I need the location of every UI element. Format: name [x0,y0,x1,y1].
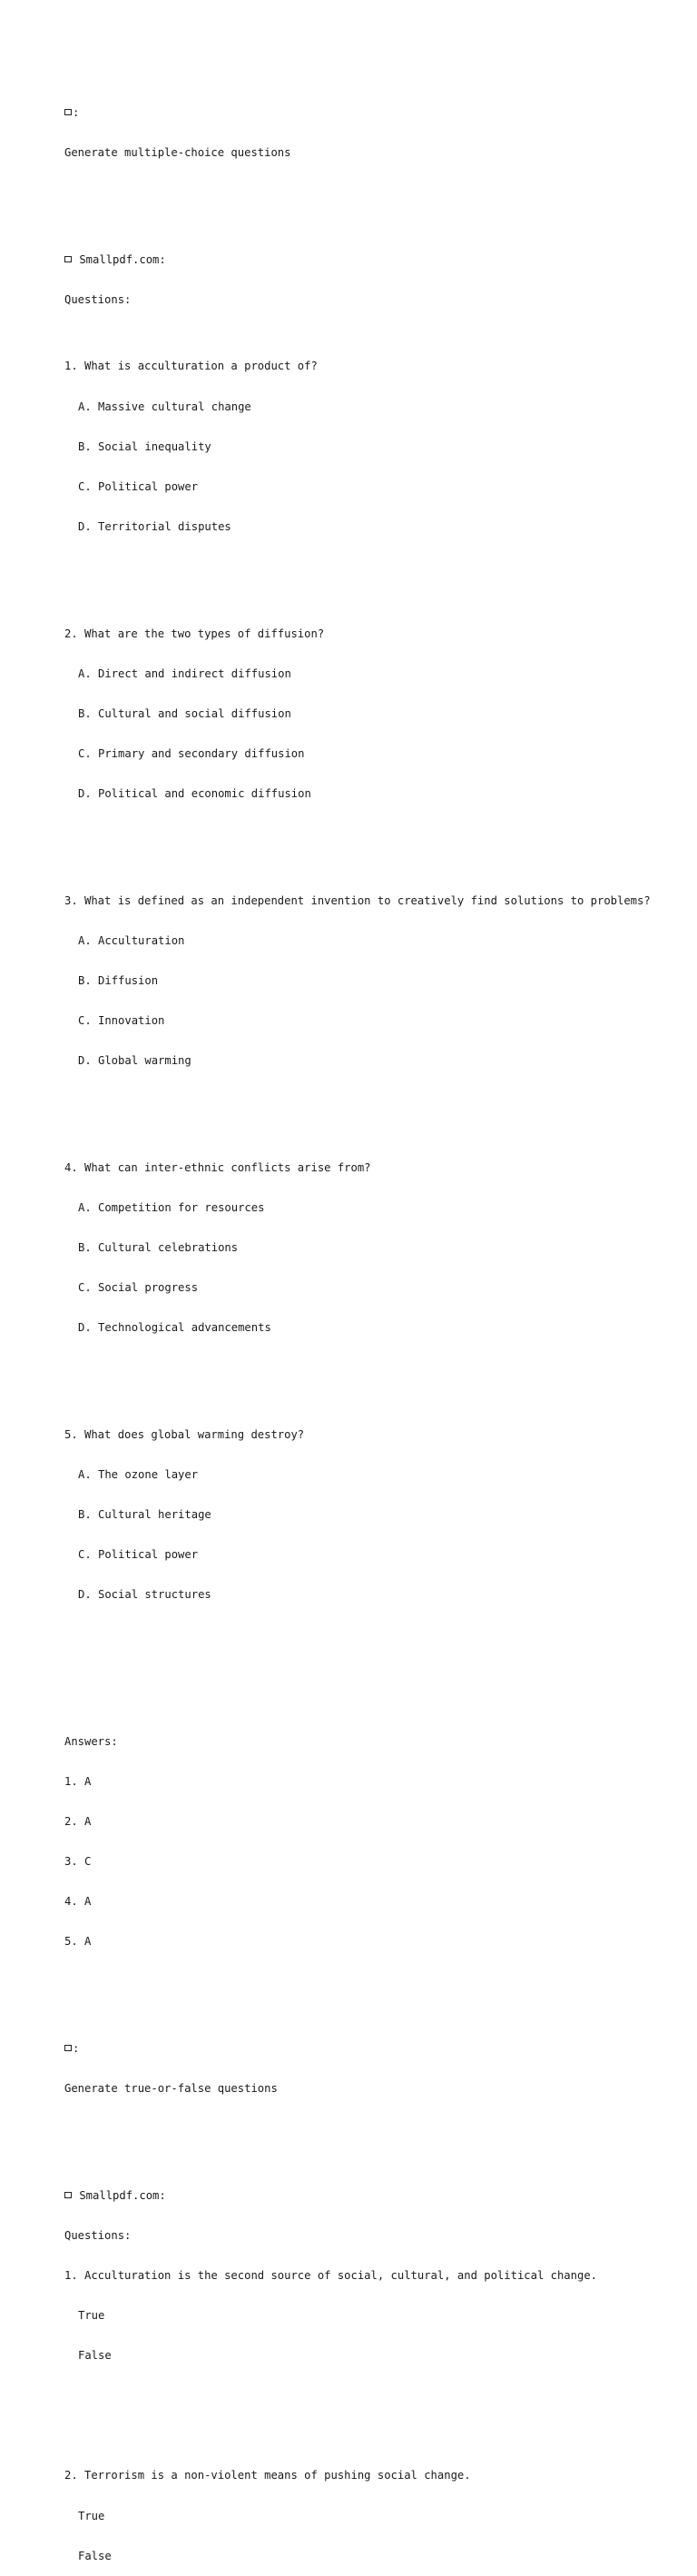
option: B. Cultural heritage [78,1507,211,1521]
option: B. Cultural celebrations [78,1240,239,1254]
user-icon [64,2045,72,2051]
answer-item: 2. A [64,1815,92,1828]
user-label: : [73,2041,80,2055]
user-label: : [73,106,80,120]
option: C. Political power [78,1547,199,1561]
option: A. Acculturation [78,933,185,947]
option: A. Massive cultural change [78,400,251,413]
option: D. Social structures [78,1588,211,1602]
tf-option: True [78,2509,105,2522]
option: C. Political power [78,479,199,493]
option: C. Innovation [78,1013,165,1027]
assistant-label: Smallpdf.com: [79,252,166,266]
option: D. Territorial disputes [78,519,231,533]
option: A. Direct and indirect diffusion [78,666,291,680]
question-5: 5. What does global warming destroy? [64,1427,305,1441]
answers-heading: Answers: [64,1734,118,1748]
user-icon [64,109,72,115]
user-prompt: Generate true-or-false questions [64,2082,278,2096]
option: A. Competition for resources [78,1200,265,1214]
tf-question-2: 2. Terrorism is a non-violent means of pushing social change. [64,2469,471,2482]
option: C. Primary and secondary diffusion [78,746,305,760]
tf-question-1: 1. Acculturation is the second source of social, cultural, and political change. [64,2268,597,2282]
user-prompt: Generate multiple-choice questions [64,146,291,160]
assistant-label-line [64,253,682,267]
questions-heading: Questions: [64,292,132,306]
question-4: 4. What can inter-ethnic conflicts arise from? [64,1160,371,1174]
assistant-label: Smallpdf.com: [79,2188,166,2202]
answer-item: 4. A [64,1895,92,1909]
tf-option: True [78,2308,105,2322]
option: D. Global warming [78,1053,191,1067]
user-label-line [64,2042,682,2056]
option: B. Social inequality [78,439,211,453]
answer-item: 3. C [64,1855,92,1869]
answer-item: 5. A [64,1935,92,1949]
option: D. Political and economic diffusion [78,786,311,800]
option: B. Diffusion [78,973,159,987]
question-3: 3. What is defined as an independent invention to creatively find solutions to problems? [64,893,651,907]
option: A. The ozone layer [78,1467,199,1481]
questions-heading: Questions: [64,2228,132,2242]
tf-option: False [78,2349,112,2363]
option: C. Social progress [78,1280,199,1294]
answer-item: 1. A [64,1774,92,1788]
user-label-line [64,106,682,120]
tf-option: False [78,2549,112,2562]
assistant-icon [64,2192,72,2198]
option: D. Technological advancements [78,1321,271,1335]
assistant-label-line [64,2189,682,2203]
question-2: 2. What are the two types of diffusion? [64,627,325,640]
option: B. Cultural and social diffusion [78,706,291,720]
question-1: 1. What is acculturation a product of? [64,360,318,373]
document-body [64,66,682,2576]
assistant-icon [64,256,72,262]
